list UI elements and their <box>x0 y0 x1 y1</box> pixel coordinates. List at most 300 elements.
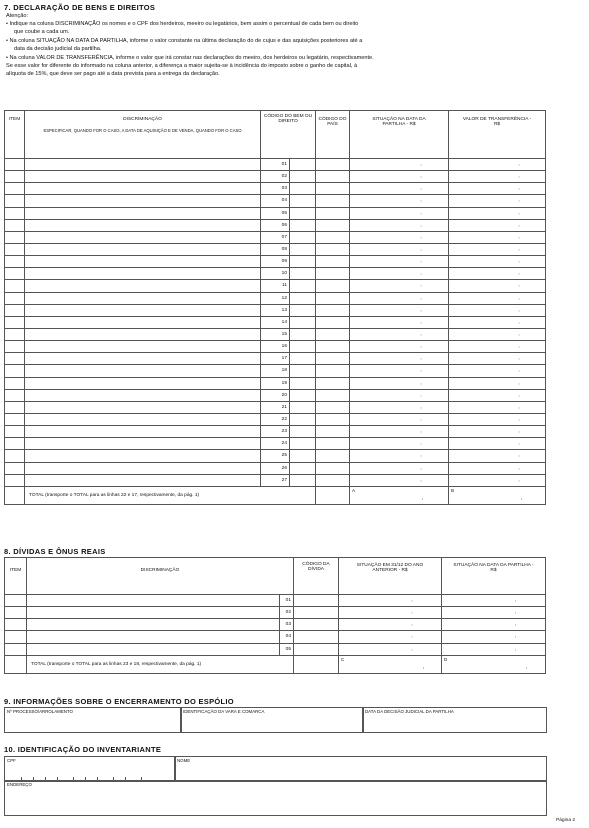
row-number: 04 <box>261 195 290 207</box>
row-situacao-cell[interactable]: , <box>350 438 449 450</box>
table-row <box>5 401 546 413</box>
endereco-label: ENDEREÇO <box>7 782 32 787</box>
section7-title: 7. DECLARAÇÃO DE BENS E DIREITOS <box>4 3 156 12</box>
endereco-field[interactable] <box>4 780 547 816</box>
row-item-cell[interactable] <box>5 353 25 365</box>
table-row <box>5 607 546 619</box>
debt-situacao-partilha-cell[interactable]: , <box>442 607 546 619</box>
row-codigo-cell[interactable] <box>290 389 316 401</box>
row-valor-cell[interactable]: , <box>449 365 546 377</box>
note-line-6: Se esse valor for diferente do informado na coluna anterior, a diferença a maior sujeita-se à incidência do imposto sobre o ganho de capital, à <box>6 63 358 69</box>
vara-comarca-label: IDENTIFICAÇÃO DA VARA E COMARCA <box>183 709 265 714</box>
table-row <box>5 631 546 643</box>
row-codigo-cell[interactable] <box>290 292 316 304</box>
row-item-cell[interactable] <box>5 159 25 171</box>
row-codigo-cell[interactable] <box>290 426 316 438</box>
table-row <box>5 413 546 425</box>
row-valor-cell[interactable]: , <box>449 389 546 401</box>
debts-header-discriminacao: DISCRIMINAÇÃO <box>27 558 294 595</box>
row-discriminacao-cell[interactable] <box>25 474 261 486</box>
table-row <box>5 595 546 607</box>
row-pais-cell[interactable] <box>316 450 350 462</box>
debt-codigo-cell[interactable] <box>294 643 339 655</box>
row-pais-cell[interactable] <box>316 474 350 486</box>
row-situacao-cell[interactable]: , <box>350 450 449 462</box>
debts-header-situacao-partilha: SITUAÇÃO NA DATA DA PARTILHA - R$ <box>442 558 546 595</box>
debts-header-item: ITEM <box>5 558 27 595</box>
row-number: 15 <box>261 328 290 340</box>
row-situacao-cell[interactable]: , <box>350 231 449 243</box>
row-number: 08 <box>261 243 290 255</box>
row-valor-cell[interactable]: , <box>449 413 546 425</box>
row-item-cell[interactable] <box>5 268 25 280</box>
row-number: 05 <box>261 207 290 219</box>
debt-situacao-partilha-cell[interactable]: , <box>442 595 546 607</box>
row-codigo-cell[interactable] <box>290 462 316 474</box>
row-pais-cell[interactable] <box>316 413 350 425</box>
row-pais-cell[interactable] <box>316 231 350 243</box>
nome-label: NOME <box>177 758 191 763</box>
row-discriminacao-cell[interactable] <box>25 304 261 316</box>
row-codigo-cell[interactable] <box>290 328 316 340</box>
section8-title: 8. DÍVIDAS E ÔNUS REAIS <box>4 547 106 556</box>
row-pais-cell[interactable] <box>316 256 350 268</box>
section10-title: 10. IDENTIFICAÇÃO DO INVENTARIANTE <box>4 745 162 754</box>
total-b-letter: B <box>451 487 455 493</box>
table-row <box>5 426 546 438</box>
table-row <box>5 219 546 231</box>
cpf-field[interactable] <box>4 756 176 782</box>
row-situacao-cell[interactable]: , <box>350 280 449 292</box>
table-row <box>5 159 546 171</box>
debt-codigo-cell[interactable] <box>294 631 339 643</box>
row-codigo-cell[interactable] <box>290 256 316 268</box>
row-discriminacao-cell[interactable] <box>25 207 261 219</box>
row-pais-cell[interactable] <box>316 195 350 207</box>
row-discriminacao-cell[interactable] <box>25 171 261 183</box>
row-number: 26 <box>261 462 290 474</box>
debt-item-cell[interactable] <box>5 619 27 631</box>
table-row <box>5 292 546 304</box>
table-row <box>5 450 546 462</box>
row-valor-cell[interactable]: , <box>449 243 546 255</box>
row-codigo-cell[interactable] <box>290 280 316 292</box>
row-discriminacao-cell[interactable] <box>25 268 261 280</box>
row-number: 25 <box>261 450 290 462</box>
row-number: 27 <box>261 474 290 486</box>
row-situacao-cell[interactable]: , <box>350 389 449 401</box>
row-codigo-cell[interactable] <box>290 377 316 389</box>
table-row <box>5 207 546 219</box>
debt-row-number: 03 <box>280 619 294 631</box>
row-valor-cell[interactable]: , <box>449 183 546 195</box>
header-discriminacao <box>25 111 261 159</box>
row-situacao-cell[interactable]: , <box>350 341 449 353</box>
row-codigo-cell[interactable] <box>290 474 316 486</box>
table-row <box>5 316 546 328</box>
row-number: 14 <box>261 316 290 328</box>
debt-situacao-anterior-cell[interactable]: , <box>339 619 442 631</box>
row-codigo-cell[interactable] <box>290 207 316 219</box>
row-discriminacao-cell[interactable] <box>25 462 261 474</box>
debt-situacao-anterior-cell[interactable]: , <box>339 643 442 655</box>
row-situacao-cell[interactable]: , <box>350 256 449 268</box>
row-situacao-cell[interactable]: , <box>350 183 449 195</box>
row-number: 22 <box>261 413 290 425</box>
row-situacao-cell[interactable]: , <box>350 401 449 413</box>
header-situacao-partilha: SITUAÇÃO NA DATA DA PARTILHA - R$ <box>350 111 449 159</box>
row-pais-cell[interactable] <box>316 377 350 389</box>
row-number: 23 <box>261 426 290 438</box>
table-row <box>5 243 546 255</box>
debt-row-number: 05 <box>280 643 294 655</box>
debt-situacao-anterior-cell[interactable]: , <box>339 631 442 643</box>
section9-title: 9. INFORMAÇÕES SOBRE O ENCERRAMENTO DO ESPÓLIO <box>4 697 234 706</box>
row-situacao-cell[interactable]: , <box>350 474 449 486</box>
vara-comarca-field[interactable] <box>180 707 364 733</box>
row-item-cell[interactable] <box>5 207 25 219</box>
table-row <box>5 438 546 450</box>
row-situacao-cell[interactable]: , <box>350 195 449 207</box>
row-number: 10 <box>261 268 290 280</box>
debt-situacao-anterior-cell[interactable]: , <box>339 607 442 619</box>
row-situacao-cell[interactable]: , <box>350 219 449 231</box>
row-number: 03 <box>261 183 290 195</box>
table-row <box>5 183 546 195</box>
row-item-cell[interactable] <box>5 389 25 401</box>
debt-discriminacao-cell[interactable] <box>27 619 280 631</box>
assets-total-b[interactable]: B , <box>449 486 546 504</box>
row-number: 09 <box>261 256 290 268</box>
row-valor-cell[interactable]: , <box>449 462 546 474</box>
row-valor-cell[interactable]: , <box>449 207 546 219</box>
row-item-cell[interactable] <box>5 304 25 316</box>
cpf-label: CPF <box>7 758 16 763</box>
row-codigo-cell[interactable] <box>290 353 316 365</box>
assets-table <box>4 110 546 505</box>
note-line-4: data da decisão judicial da partilha. <box>14 46 102 52</box>
nome-field[interactable] <box>174 756 547 782</box>
row-item-cell[interactable] <box>5 438 25 450</box>
row-number: 11 <box>261 280 290 292</box>
row-discriminacao-cell[interactable] <box>25 219 261 231</box>
row-situacao-cell[interactable]: , <box>350 377 449 389</box>
row-number: 01 <box>261 159 290 171</box>
row-valor-cell[interactable]: , <box>449 474 546 486</box>
debt-item-cell[interactable] <box>5 643 27 655</box>
debt-row-number: 04 <box>280 631 294 643</box>
row-number: 13 <box>261 304 290 316</box>
debt-discriminacao-cell[interactable] <box>27 595 280 607</box>
debt-item-cell[interactable] <box>5 595 27 607</box>
table-row <box>5 304 546 316</box>
table-row <box>5 341 546 353</box>
header-item: ITEM <box>5 111 25 159</box>
row-item-cell[interactable] <box>5 195 25 207</box>
row-discriminacao-cell[interactable] <box>25 389 261 401</box>
debt-codigo-cell[interactable] <box>294 619 339 631</box>
row-valor-cell[interactable]: , <box>449 256 546 268</box>
row-situacao-cell[interactable]: , <box>350 462 449 474</box>
row-discriminacao-cell[interactable] <box>25 413 261 425</box>
note-line-1: • Indique na coluna DISCRIMINAÇÃO os nomes e o CPF dos herdeiros, meeiro ou legatários, bem assim o percentual de cada bem ou direito <box>6 21 359 27</box>
processo-field[interactable] <box>4 707 182 733</box>
row-discriminacao-cell[interactable] <box>25 328 261 340</box>
row-situacao-cell[interactable]: , <box>350 159 449 171</box>
row-pais-cell[interactable] <box>316 328 350 340</box>
row-codigo-cell[interactable] <box>290 159 316 171</box>
row-valor-cell[interactable]: , <box>449 341 546 353</box>
row-item-cell[interactable] <box>5 426 25 438</box>
debt-codigo-cell[interactable] <box>294 595 339 607</box>
header-codigo-pais: CÓDIGO DO PAÍS <box>316 111 350 159</box>
table-row <box>5 377 546 389</box>
row-valor-cell[interactable]: , <box>449 292 546 304</box>
row-valor-cell[interactable]: , <box>449 304 546 316</box>
row-pais-cell[interactable] <box>316 341 350 353</box>
row-codigo-cell[interactable] <box>290 365 316 377</box>
table-row <box>5 171 546 183</box>
row-codigo-cell[interactable] <box>290 171 316 183</box>
row-valor-cell[interactable]: , <box>449 450 546 462</box>
row-item-cell[interactable] <box>5 328 25 340</box>
row-codigo-cell[interactable] <box>290 304 316 316</box>
row-number: 16 <box>261 341 290 353</box>
row-situacao-cell[interactable]: , <box>350 316 449 328</box>
row-number: 18 <box>261 365 290 377</box>
table-row <box>5 328 546 340</box>
total-a-letter: A <box>352 487 356 493</box>
page-number: Página 2 <box>556 818 575 823</box>
data-decisao-field[interactable] <box>362 707 547 733</box>
row-valor-cell[interactable]: , <box>449 219 546 231</box>
table-row <box>5 256 546 268</box>
debt-codigo-cell[interactable] <box>294 607 339 619</box>
row-discriminacao-cell[interactable] <box>25 316 261 328</box>
debt-situacao-partilha-cell[interactable]: , <box>442 619 546 631</box>
note-line-2: que coube a cada um. <box>14 29 70 35</box>
debt-item-cell[interactable] <box>5 631 27 643</box>
row-situacao-cell[interactable]: , <box>350 328 449 340</box>
row-pais-cell[interactable] <box>316 353 350 365</box>
processo-label: Nº PROCESSO/ARROLAMENTO <box>7 709 73 714</box>
row-number: 20 <box>261 389 290 401</box>
debts-total-d[interactable]: D , <box>442 655 546 673</box>
header-discriminacao-sub: ESPECIFICAR, QUANDO FOR O CASO, A DATA DE AQUISIÇÃO E DE VENDA, QUANDO FOR O CASO <box>43 128 242 133</box>
row-valor-cell[interactable]: , <box>449 426 546 438</box>
row-discriminacao-cell[interactable] <box>25 401 261 413</box>
row-pais-cell[interactable] <box>316 401 350 413</box>
row-item-cell[interactable] <box>5 401 25 413</box>
debt-row-number: 02 <box>280 607 294 619</box>
data-decisao-label: DATA DA DECISÃO JUDICIAL DA PARTILHA <box>365 709 454 714</box>
row-item-cell[interactable] <box>5 474 25 486</box>
row-codigo-cell[interactable] <box>290 231 316 243</box>
row-item-cell[interactable] <box>5 171 25 183</box>
total-d-letter: D <box>444 656 448 662</box>
row-pais-cell[interactable] <box>316 438 350 450</box>
row-discriminacao-cell[interactable] <box>25 292 261 304</box>
row-codigo-cell[interactable] <box>290 243 316 255</box>
row-number: 21 <box>261 401 290 413</box>
row-number: 07 <box>261 231 290 243</box>
debts-header-situacao-anterior: SITUAÇÃO EM 31/12 DO ANO ANTERIOR - R$ <box>339 558 442 595</box>
row-pais-cell[interactable] <box>316 462 350 474</box>
row-situacao-cell[interactable]: , <box>350 426 449 438</box>
row-item-cell[interactable] <box>5 377 25 389</box>
header-codigo-bem: CÓDIGO DO BEM OU DIREITO <box>261 111 316 159</box>
row-codigo-cell[interactable] <box>290 219 316 231</box>
row-discriminacao-cell[interactable] <box>25 183 261 195</box>
row-valor-cell[interactable]: , <box>449 401 546 413</box>
row-codigo-cell[interactable] <box>290 401 316 413</box>
row-pais-cell[interactable] <box>316 268 350 280</box>
row-situacao-cell[interactable]: , <box>350 243 449 255</box>
row-pais-cell[interactable] <box>316 171 350 183</box>
row-pais-cell[interactable] <box>316 389 350 401</box>
row-pais-cell[interactable] <box>316 159 350 171</box>
header-valor-transferencia: VALOR DE TRANSFERÊNCIA - R$ <box>449 111 546 159</box>
row-item-cell[interactable] <box>5 316 25 328</box>
row-codigo-cell[interactable] <box>290 195 316 207</box>
row-item-cell[interactable] <box>5 183 25 195</box>
table-row <box>5 462 546 474</box>
row-number: 12 <box>261 292 290 304</box>
row-discriminacao-cell[interactable] <box>25 341 261 353</box>
debt-situacao-anterior-cell[interactable]: , <box>339 595 442 607</box>
row-discriminacao-cell[interactable] <box>25 231 261 243</box>
table-row <box>5 619 546 631</box>
attention-label: Atenção: <box>6 13 29 19</box>
table-row <box>5 474 546 486</box>
row-pais-cell[interactable] <box>316 426 350 438</box>
row-codigo-cell[interactable] <box>290 438 316 450</box>
table-row <box>5 353 546 365</box>
row-situacao-cell[interactable]: , <box>350 268 449 280</box>
table-row <box>5 365 546 377</box>
row-situacao-cell[interactable]: , <box>350 413 449 425</box>
row-valor-cell[interactable]: , <box>449 280 546 292</box>
row-valor-cell[interactable]: , <box>449 159 546 171</box>
note-line-5: • Na coluna VALOR DE TRANSFERÊNCIA, informe o valor que irá constar nas declarações do meeiro, dos herdeiros ou legatário, respectivamente. <box>6 55 374 61</box>
table-row <box>5 231 546 243</box>
row-valor-cell[interactable]: , <box>449 377 546 389</box>
row-codigo-cell[interactable] <box>290 341 316 353</box>
debt-row-number: 01 <box>280 595 294 607</box>
row-pais-cell[interactable] <box>316 183 350 195</box>
row-pais-cell[interactable] <box>316 316 350 328</box>
table-row <box>5 268 546 280</box>
row-item-cell[interactable] <box>5 256 25 268</box>
debt-situacao-partilha-cell[interactable]: , <box>442 643 546 655</box>
debt-discriminacao-cell[interactable] <box>27 643 280 655</box>
row-pais-cell[interactable] <box>316 292 350 304</box>
row-number: 06 <box>261 219 290 231</box>
row-discriminacao-cell[interactable] <box>25 377 261 389</box>
header-discriminacao-label: DISCRIMINAÇÃO <box>123 117 162 122</box>
row-valor-cell[interactable]: , <box>449 316 546 328</box>
row-situacao-cell[interactable]: , <box>350 171 449 183</box>
row-discriminacao-cell[interactable] <box>25 195 261 207</box>
row-situacao-cell[interactable]: , <box>350 353 449 365</box>
row-item-cell[interactable] <box>5 231 25 243</box>
row-codigo-cell[interactable] <box>290 183 316 195</box>
row-pais-cell[interactable] <box>316 207 350 219</box>
note-line-3: • Na coluna SITUAÇÃO NA DATA DA PARTILHA, informe o valor constante na última declaração do de cujus e das aquisições posteriores até a <box>6 38 363 44</box>
row-discriminacao-cell[interactable] <box>25 256 261 268</box>
row-codigo-cell[interactable] <box>290 450 316 462</box>
row-valor-cell[interactable]: , <box>449 438 546 450</box>
row-valor-cell[interactable]: , <box>449 353 546 365</box>
row-discriminacao-cell[interactable] <box>25 280 261 292</box>
row-situacao-cell[interactable]: , <box>350 365 449 377</box>
table-row <box>5 195 546 207</box>
total-c-letter: C <box>341 656 345 662</box>
row-situacao-cell[interactable]: , <box>350 207 449 219</box>
row-valor-cell[interactable]: , <box>449 231 546 243</box>
row-number: 19 <box>261 377 290 389</box>
debt-item-cell[interactable] <box>5 607 27 619</box>
row-item-cell[interactable] <box>5 450 25 462</box>
debt-discriminacao-cell[interactable] <box>27 631 280 643</box>
row-pais-cell[interactable] <box>316 304 350 316</box>
table-row <box>5 643 546 655</box>
row-number: 24 <box>261 438 290 450</box>
row-item-cell[interactable] <box>5 341 25 353</box>
row-codigo-cell[interactable] <box>290 413 316 425</box>
row-valor-cell[interactable]: , <box>449 171 546 183</box>
row-pais-cell[interactable] <box>316 365 350 377</box>
row-discriminacao-cell[interactable] <box>25 159 261 171</box>
row-pais-cell[interactable] <box>316 280 350 292</box>
debts-table <box>4 557 546 674</box>
row-number: 02 <box>261 171 290 183</box>
row-discriminacao-cell[interactable] <box>25 438 261 450</box>
row-situacao-cell[interactable]: , <box>350 304 449 316</box>
row-discriminacao-cell[interactable] <box>25 365 261 377</box>
row-item-cell[interactable] <box>5 280 25 292</box>
row-valor-cell[interactable]: , <box>449 328 546 340</box>
row-item-cell[interactable] <box>5 462 25 474</box>
debts-header-codigo: CÓDIGO DA DÍVIDA <box>294 558 339 595</box>
row-discriminacao-cell[interactable] <box>25 450 261 462</box>
row-item-cell[interactable] <box>5 243 25 255</box>
row-discriminacao-cell[interactable] <box>25 243 261 255</box>
assets-total-a[interactable]: A , <box>350 486 449 504</box>
row-pais-cell[interactable] <box>316 219 350 231</box>
debts-total-label: TOTAL (transporte o TOTAL para as linhas 23 e 18, respectivamente, da pág. 1) <box>27 655 294 673</box>
note-line-7: alíquota de 15%, que deve ser pago até a data prevista para a entrega da declaração. <box>6 71 220 77</box>
row-number: 17 <box>261 353 290 365</box>
debt-discriminacao-cell[interactable] <box>27 607 280 619</box>
row-valor-cell[interactable]: , <box>449 195 546 207</box>
row-item-cell[interactable] <box>5 413 25 425</box>
row-discriminacao-cell[interactable] <box>25 353 261 365</box>
row-item-cell[interactable] <box>5 219 25 231</box>
row-item-cell[interactable] <box>5 365 25 377</box>
row-codigo-cell[interactable] <box>290 316 316 328</box>
row-valor-cell[interactable]: , <box>449 268 546 280</box>
row-pais-cell[interactable] <box>316 243 350 255</box>
row-item-cell[interactable] <box>5 292 25 304</box>
row-situacao-cell[interactable]: , <box>350 292 449 304</box>
debt-situacao-partilha-cell[interactable]: , <box>442 631 546 643</box>
row-codigo-cell[interactable] <box>290 268 316 280</box>
debts-total-c[interactable]: C , <box>339 655 442 673</box>
assets-total-label: TOTAL (transporte o TOTAL para as linhas 22 e 17, respectivamente, da pág. 1) <box>25 486 316 504</box>
table-row <box>5 280 546 292</box>
row-discriminacao-cell[interactable] <box>25 426 261 438</box>
